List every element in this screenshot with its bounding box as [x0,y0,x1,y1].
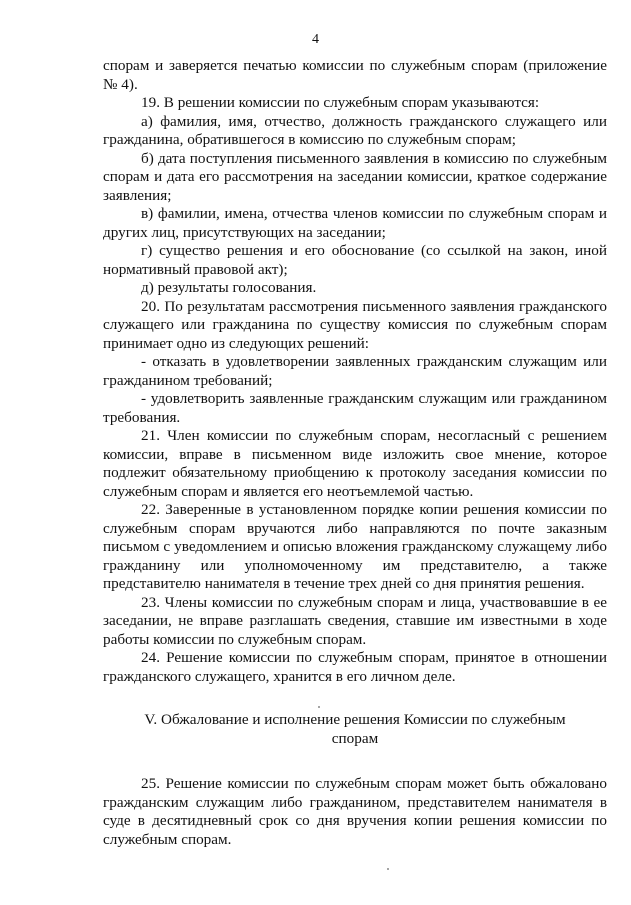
paragraph-p19e: д) результаты голосования. [141,279,317,296]
paragraph-p19d: г) существо решения и его обоснование (со ссылкой на закон, иной нормативный правовой акт); [103,242,607,278]
paragraph-p25: 25. Решение комиссии по служебным спорам может быть обжаловано гражданским служащим либо гражданином, представителем нанимателя в суде в десятидневный срок со дня вручения копии решения комиссии по служебным спорам. [103,775,607,848]
paragraph-p19: 19. В решении комиссии по служебным спорам указываются: [141,94,540,111]
scan-speck [318,706,320,708]
paragraph-p21: 21. Член комиссии по служебным спорам, несогласный с решением комиссии, вправе в письменном виде изложить свое мнение, которое подлежит обязательному приобщению к протоколу заседания комиссии по служебным спорам и является его неотъемлемой частью. [103,427,607,500]
page-number: 4 [312,32,319,47]
paragraph-p19c: в) фамилии, имена, отчества членов комиссии по служебным спорам и других лиц, присутствующих на заседании; [103,205,607,241]
document-body [103,57,607,849]
paragraphs-after-heading [103,775,607,849]
section-heading: V. Обжалование и исполнение решения Комиссии по служебным спорам [144,711,566,747]
paragraph-p-cont: спорам и заверяется печатью комиссии по служебным спорам (приложение № 4). [103,57,607,93]
paragraph-p19b: б) дата поступления письменного заявления в комиссию по служебным спорам и дата его рассмотрения на заседании комиссии, краткое содержание заявления; [103,149,607,204]
paragraph-p22: 22. Заверенные в установленном порядке копии решения комиссии по служебным спорам вручаются либо направляются по почте заказным письмом с уведомлением и описью вложения гражданскому служащему либо гражданину или уполномоченному им представителю, а также представителю нанимателя в течение трех дней со дня принятия решения. [103,501,607,592]
paragraph-p24: 24. Решение комиссии по служебным спорам, принятое в отношении гражданского служащего, хранится в его личном деле. [103,649,607,685]
paragraph-p23: 23. Члены комиссии по служебным спорам и лица, участвовавшие в ее заседании, не вправе разглашать сведения, ставшие им известными в ходе работы комиссии по служебным спорам. [103,593,607,648]
paragraphs-before-heading [103,57,607,686]
paragraph-p19a: а) фамилия, имя, отчество, должность гражданского служащего или гражданина, обратившегося в комиссию по служебным спорам; [103,112,607,148]
scan-speck [387,868,389,870]
paragraph-p20: 20. По результатам рассмотрения письменного заявления гражданского служащего или гражданина по существу комиссия по служебным спорам принимает одно из следующих решений: [103,297,607,352]
paragraph-p20b: - удовлетворить заявленные гражданским служащим или гражданином требования. [103,390,607,426]
paragraph-p20a: - отказать в удовлетворении заявленных гражданским служащим или гражданином требований; [103,353,607,389]
